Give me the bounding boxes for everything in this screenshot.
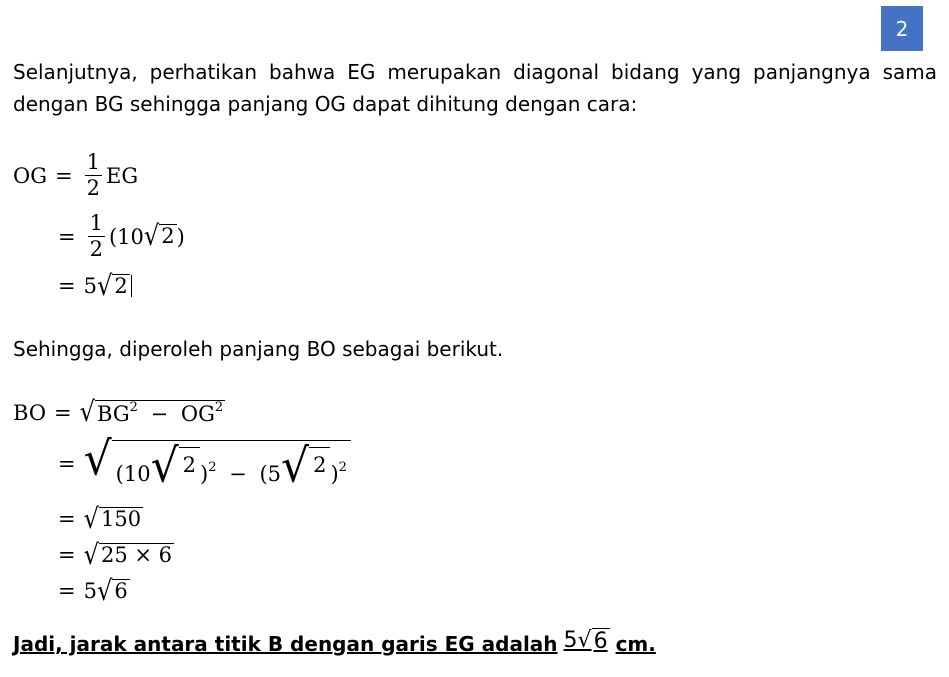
paragraph-intro-line-2: dengan BG sehingga panjang OG dapat dihitung dengan cara:	[13, 92, 638, 116]
equals-sign: =	[58, 274, 76, 299]
sqrt-argument: 2	[114, 274, 128, 298]
bo-step-5	[50, 574, 130, 608]
conclusion-unit: cm.	[615, 632, 656, 656]
sqrt-argument: 150	[101, 507, 142, 531]
equals-sign: =	[58, 224, 76, 249]
og-step-3-coef: 5	[83, 274, 97, 299]
sqrt-argument: 2	[179, 447, 200, 487]
equals-sign: =	[58, 543, 76, 568]
term-og: OG	[180, 402, 215, 426]
term-open-a: (10	[115, 462, 151, 486]
sqrt-symbol: √	[83, 538, 99, 572]
answer-coef: 5	[563, 628, 578, 653]
answer-expression	[564, 628, 610, 654]
sqrt-symbol: √	[577, 628, 592, 653]
bo-lhs: BO	[13, 401, 47, 426]
sqrt-expression	[79, 395, 226, 428]
bo-step-5-coef: 5	[83, 579, 97, 604]
sqrt-expression	[83, 432, 351, 494]
og-lhs: OG	[13, 163, 47, 188]
sqrt-argument	[95, 400, 225, 426]
bo-step-3	[50, 502, 143, 536]
term-close-b: )	[330, 462, 339, 486]
bo-step-4	[50, 538, 174, 572]
conclusion-prefix: Jadi, jarak antara titik B dengan garis EG adalah	[13, 632, 558, 656]
page-number-badge: 2	[881, 6, 923, 51]
paragraph-intro-line-1: Selanjutnya, perhatikan bahwa EG merupakan diagonal bidang yang panjangnya sama	[13, 60, 937, 84]
equals-sign: =	[58, 507, 76, 532]
term-open-b: (5	[259, 462, 282, 486]
og-step-2	[50, 213, 185, 260]
equals-sign: =	[58, 451, 76, 476]
sqrt-argument: 2	[309, 447, 330, 487]
paragraph-intro	[13, 56, 937, 120]
sqrt-symbol: √	[150, 439, 179, 494]
og-step-3	[50, 269, 132, 303]
sqrt-inner	[150, 439, 200, 494]
sqrt-expression	[143, 220, 177, 253]
minus-sign: −	[150, 402, 169, 426]
sqrt-expression	[96, 269, 130, 303]
fraction-half	[85, 152, 102, 199]
fraction-numerator: 1	[86, 150, 100, 174]
og-step-1	[13, 152, 138, 199]
exponent: 2	[214, 400, 224, 415]
fraction-denominator: 2	[86, 176, 100, 200]
sqrt-argument	[112, 439, 351, 494]
sqrt-argument: 2	[161, 224, 175, 249]
og-step-1-tail: EG	[105, 163, 139, 188]
text-cursor	[131, 275, 132, 297]
sqrt-symbol: √	[281, 439, 310, 494]
answer-radicand: 6	[593, 629, 608, 654]
exponent: 2	[129, 400, 138, 415]
sqrt-symbol: √	[96, 269, 113, 303]
sqrt-expression	[96, 574, 130, 608]
term-bg: BG	[97, 402, 130, 426]
fraction-half	[88, 213, 105, 260]
paragraph-bo-intro: Sehingga, diperoleh panjang BO sebagai berikut.	[13, 337, 504, 361]
sqrt-symbol: √	[83, 502, 99, 536]
conclusion-line	[13, 628, 656, 656]
bo-step-1	[13, 395, 225, 428]
equals-sign: =	[58, 579, 76, 604]
equals-sign: =	[54, 401, 72, 426]
exponent: 2	[208, 460, 217, 475]
bo-step-2	[50, 432, 351, 494]
og-step-2-close: )	[176, 224, 185, 249]
fraction-numerator: 1	[89, 211, 103, 235]
og-step-2-open: (10	[108, 224, 144, 249]
minus-sign: −	[229, 462, 247, 486]
sqrt-expression	[83, 538, 174, 572]
sqrt-expression	[83, 502, 143, 536]
sqrt-argument: 6	[114, 579, 128, 603]
sqrt-symbol: √	[96, 574, 113, 608]
sqrt-inner	[281, 439, 330, 494]
exponent: 2	[338, 460, 347, 475]
sqrt-symbol: √	[79, 395, 96, 428]
sqrt-symbol: √	[83, 432, 112, 487]
sqrt-symbol: √	[143, 220, 160, 253]
equals-sign: =	[55, 163, 73, 188]
term-close-a: )	[200, 462, 209, 486]
fraction-denominator: 2	[89, 237, 103, 261]
sqrt-argument: 25 × 6	[101, 543, 173, 567]
